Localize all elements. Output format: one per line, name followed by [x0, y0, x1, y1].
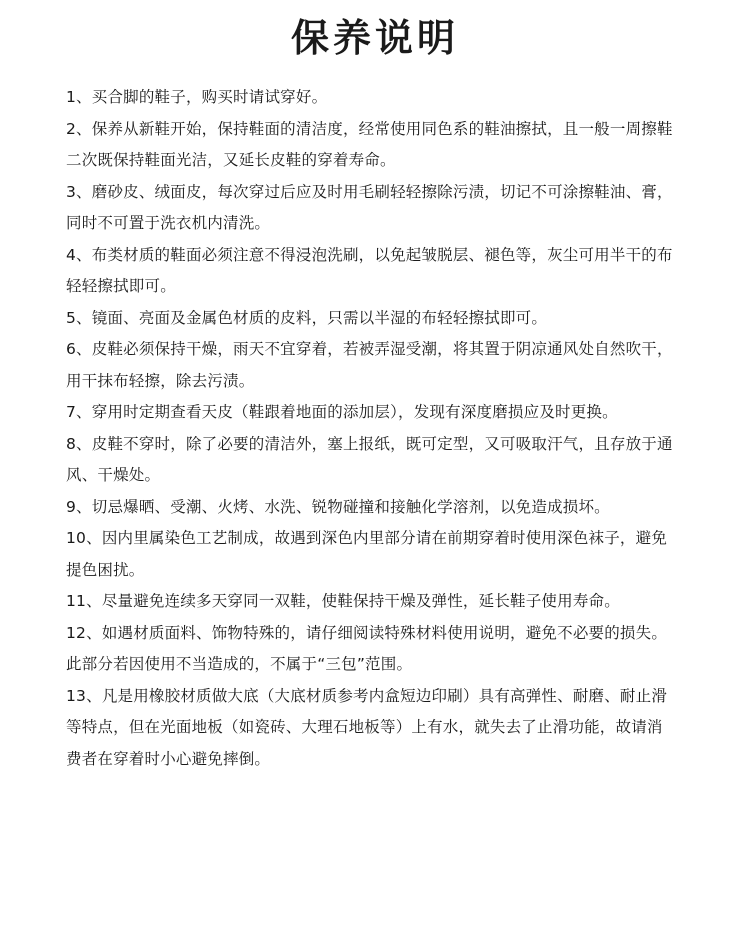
- list-item: 2、保养从新鞋开始，保持鞋面的清洁度，经常使用同色系的鞋油擦拭，且一般一周擦鞋二次既保持鞋面光洁，又延长皮鞋的穿着寿命。: [66, 119, 673, 169]
- list-item: 8、皮鞋不穿时，除了必要的清洁外，塞上报纸，既可定型，又可吸取汗气，且存放于通风、干燥处。: [66, 434, 673, 484]
- list-item: 7、穿用时定期查看天皮（鞋跟着地面的添加层），发现有深度磨损应及时更换。: [66, 403, 618, 421]
- list-item: 5、镜面、亮面及金属色材质的皮料，只需以半湿的布轻轻擦拭即可。: [66, 308, 548, 327]
- list-item: 3、磨砂皮、绒面皮，每次穿过后应及时用毛刷轻轻擦除污渍，切记不可涂擦鞋油、膏，同时不可置于洗衣机内清洗。: [66, 182, 673, 232]
- list-item: 12、如遇材质面料、饰物特殊的，请仔细阅读特殊材料使用说明，避免不必要的损失。此部分若因使用不当造成的，不属于“三包”范围。: [66, 623, 668, 673]
- list-item: 4、布类材质的鞋面必须注意不得浸泡洗刷，以免起皱脱层、褪色等，灰尘可用半干的布轻轻擦拭即可。: [66, 245, 673, 295]
- page-title: 保养说明: [290, 16, 459, 60]
- list-item: 10、因内里属染色工艺制成，故遇到深色内里部分请在前期穿着时使用深色袜子，避免提色困扰。: [66, 529, 668, 579]
- list-item: 6、皮鞋必须保持干燥，雨天不宜穿着，若被弄湿受潮，将其置于阴凉通风处自然吹干，用干抹布轻擦，除去污渍。: [66, 340, 673, 390]
- list-item: 11、尽量避免连续多天穿同一双鞋，使鞋保持干燥及弹性，延长鞋子使用寿命。: [66, 592, 620, 610]
- list-item: 9、切忌爆晒、受潮、火烤、水洗、锐物碰撞和接触化学溶剂，以免造成损坏。: [66, 497, 610, 516]
- list-item: 1、买合脚的鞋子，购买时请试穿好。: [66, 88, 328, 106]
- instruction-list: [66, 82, 678, 775]
- list-item: 13、凡是用橡胶材质做大底（大底材质参考内盒短边印刷）具有高弹性、耐磨、耐止滑等特点，但在光面地板（如瓷砖、大理石地板等）上有水，就失去了止滑功能，故请消费者在穿着时小心避免摔倒。: [66, 686, 668, 768]
